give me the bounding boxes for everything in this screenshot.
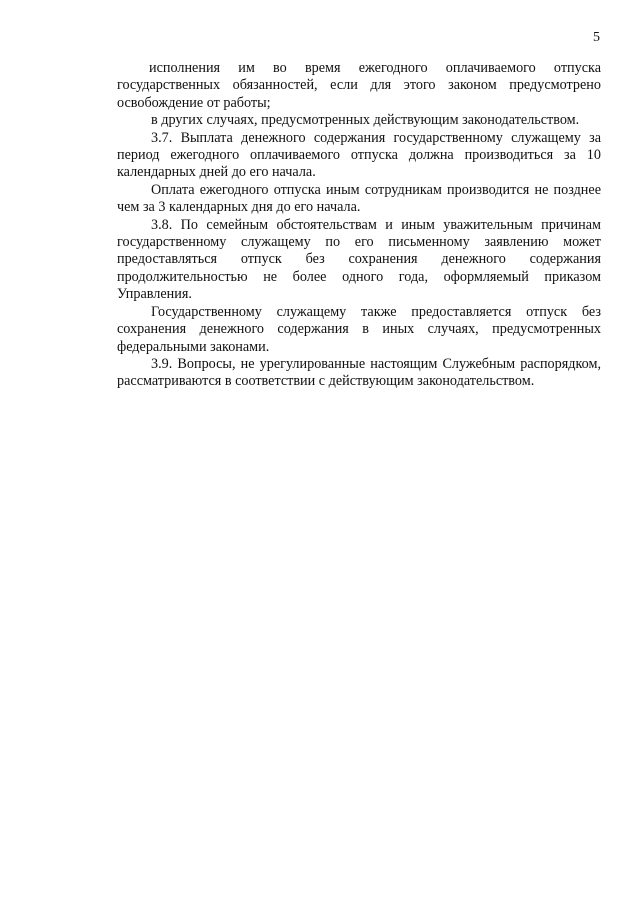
paragraph-other-cases: в других случаях, предусмотренных действующим законодательством.	[151, 112, 580, 129]
paragraph-3-7: 3.7. Выплата денежного содержания государственному служащему за период ежегодного оплачиваемого отпуска должна производиться за 10 календарных дней до его начала.	[117, 129, 601, 181]
paragraph-other-employees-payment: Оплата ежегодного отпуска иным сотрудникам производится не позднее чем за 3 календарных дня до его начала.	[117, 181, 601, 216]
document-body	[117, 60, 601, 391]
paragraph-3-9: 3.9. Вопросы, не урегулированные настоящим Служебным распорядком, рассматриваются в соответствии с действующим законодательством.	[117, 355, 601, 390]
paragraph-3-8: 3.8. По семейным обстоятельствам и иным уважительным причинам государственному служащему по его письменному заявлению может предоставляться отпуск без сохранения денежного содержания продолжительностью не более одного года, оформляемый приказом Управления.	[117, 216, 601, 303]
paragraph-unpaid-leave-federal-laws: Государственному служащему также предоставляется отпуск без сохранения денежного содержания в иных случаях, предусмотренных федеральными законами.	[117, 303, 601, 355]
paragraph-duties-continuation: исполнения им во время ежегодного оплачиваемого отпуска государственных обязанностей, если для этого законом предусмотрено освобождение от работы;	[117, 60, 601, 111]
page-number: 5	[593, 30, 600, 45]
